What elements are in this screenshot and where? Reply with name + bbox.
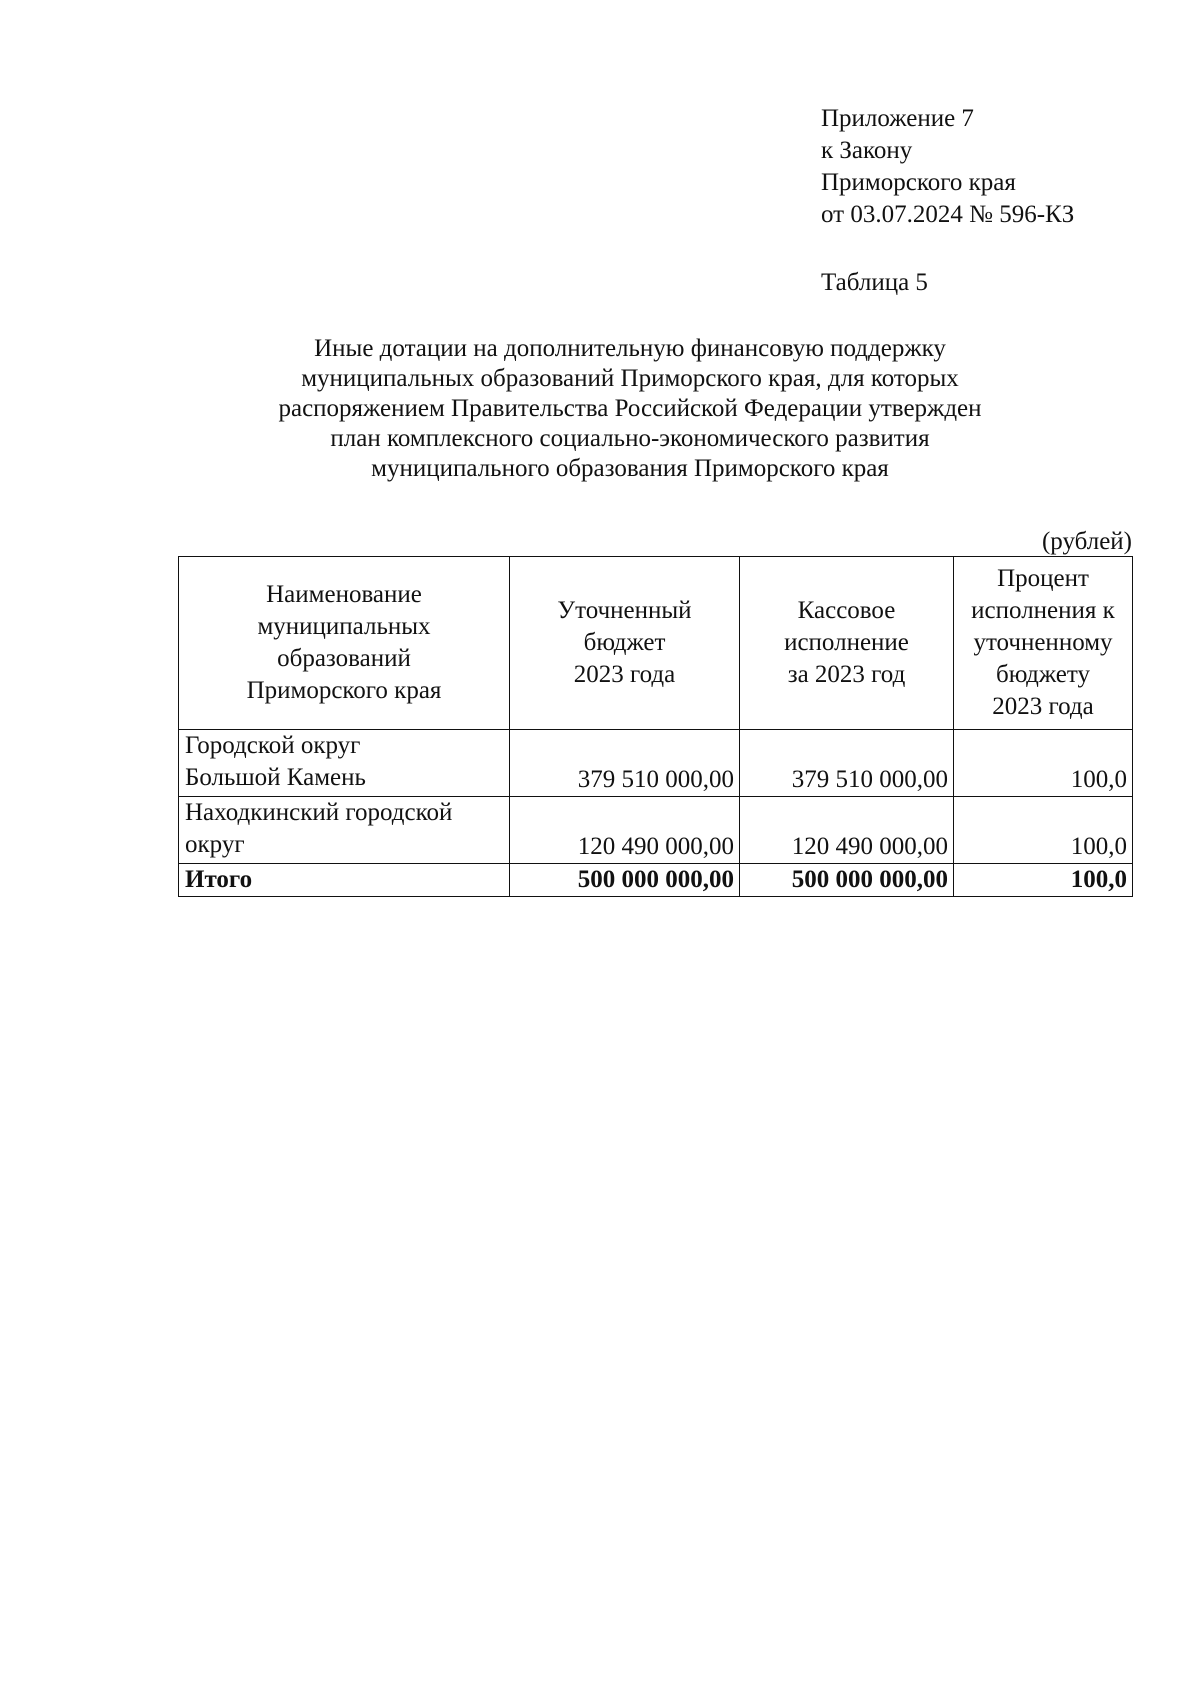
header-execution: Кассовое исполнение за 2023 год xyxy=(740,557,954,730)
title-line-1: Иные дотации на дополнительную финансовую поддержку xyxy=(314,335,946,362)
annex-line-1: Приложение 7 xyxy=(821,105,974,132)
unit-label: (рублей) xyxy=(1041,528,1132,555)
row-execution: 120 490 000,00 xyxy=(740,797,954,864)
table-row xyxy=(179,730,1133,797)
title-line-3: распоряжением Правительства Российской Федерации утвержден xyxy=(278,395,982,422)
row-name: Городской округ Большой Камень xyxy=(179,730,510,797)
total-execution: 500 000 000,00 xyxy=(740,864,954,897)
row-name: Находкинский городской округ xyxy=(179,797,510,864)
table-row xyxy=(179,797,1133,864)
annex-block xyxy=(821,103,1074,231)
document-title xyxy=(190,334,1070,484)
row-budget: 120 490 000,00 xyxy=(510,797,740,864)
total-budget: 500 000 000,00 xyxy=(510,864,740,897)
annex-line-3: Приморского края xyxy=(821,169,1016,196)
row-percent: 100,0 xyxy=(954,730,1133,797)
annex-line-2: к Закону xyxy=(821,137,913,164)
header-percent: Процент исполнения к уточненному бюджету 2023 года xyxy=(954,557,1133,730)
row-percent: 100,0 xyxy=(954,797,1133,864)
header-budget: Уточненный бюджет 2023 года xyxy=(510,557,740,730)
table-total-row xyxy=(179,864,1133,897)
total-percent: 100,0 xyxy=(954,864,1133,897)
header-name: Наименование муниципальных образований Приморского края xyxy=(179,557,510,730)
title-line-5: муниципального образования Приморского края xyxy=(371,455,889,482)
total-label: Итого xyxy=(179,864,510,897)
table-number: Таблица 5 xyxy=(821,269,928,296)
table-header-row xyxy=(179,557,1133,730)
row-execution: 379 510 000,00 xyxy=(740,730,954,797)
annex-line-4: от 03.07.2024 № 596-КЗ xyxy=(821,201,1075,228)
title-line-4: план комплексного социально-экономического развития xyxy=(330,425,930,452)
title-line-2: муниципальных образований Приморского края, для которых xyxy=(301,365,959,392)
row-budget: 379 510 000,00 xyxy=(510,730,740,797)
dotation-table xyxy=(178,556,1133,897)
